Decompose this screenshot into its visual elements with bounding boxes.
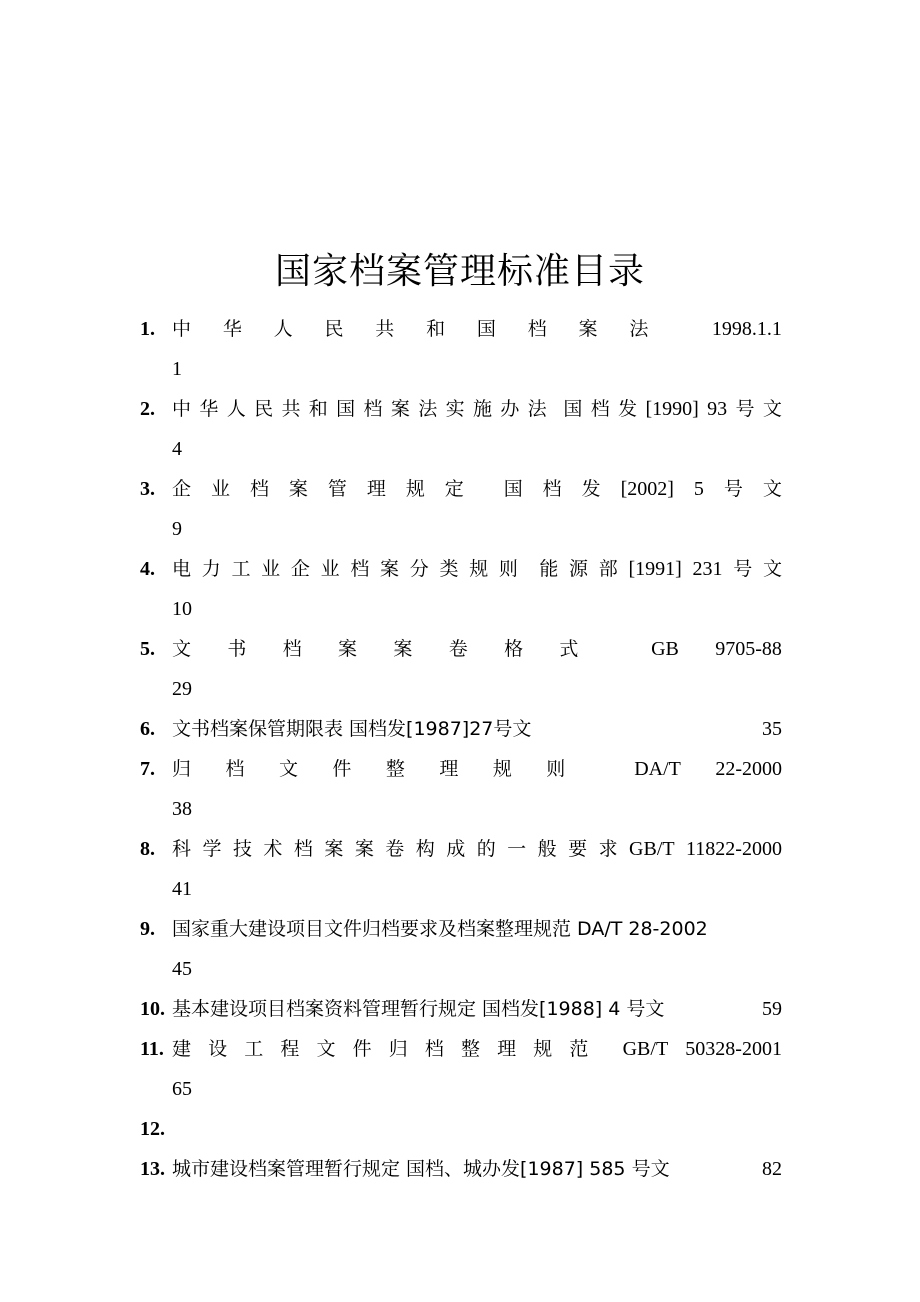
entry-token: 格 [504, 638, 524, 660]
entry-number: 11. [140, 1038, 164, 1060]
entry-token: 一 [507, 838, 527, 860]
entry-page-number: 65 [172, 1078, 192, 1100]
entry-page-number: 82 [762, 1158, 782, 1180]
entry-token: 号 [733, 558, 753, 580]
entry-token: 案 [393, 638, 413, 660]
entry-token: 企 [290, 558, 310, 580]
entry-token: 构 [415, 838, 435, 860]
entry-token: 华 [222, 318, 242, 340]
entry-text: 城市建设档案管理暂行规定 国档、城办发[1987] 585 号文 [172, 1158, 670, 1180]
toc-entry [140, 629, 782, 709]
entry-token: 国 [563, 398, 583, 420]
entry-token: 文 [762, 478, 782, 500]
entry-token: 和 [308, 398, 328, 420]
entry-token: 5 [693, 478, 704, 500]
toc-entry [140, 989, 782, 1029]
toc-entry [140, 709, 782, 749]
entry-token: 人 [226, 398, 246, 420]
entry-number: 6. [140, 718, 155, 740]
entry-number: 5. [140, 638, 155, 660]
entry-token: 文 [278, 758, 298, 780]
entry-page-number: 38 [172, 798, 192, 820]
entry-token: 要 [568, 838, 588, 860]
entry-token: 实 [445, 398, 465, 420]
entry-token: 规 [469, 558, 489, 580]
entry-text: 文书档案保管期限表 国档发[1987]27号文 [172, 718, 532, 740]
entry-token: 归 [388, 1038, 408, 1060]
entry-token: 93 [707, 398, 728, 420]
entry-token: 档 [363, 398, 383, 420]
entry-token: 档 [293, 838, 313, 860]
entry-token: [2002] [620, 478, 674, 500]
entry-token: DA/T [634, 758, 681, 780]
entry-token: 分 [409, 558, 429, 580]
entry-token: 业 [320, 558, 340, 580]
entry-token: 档 [249, 478, 269, 500]
toc-entry [140, 909, 782, 989]
entry-token: 工 [231, 558, 251, 580]
entry-token: 办 [500, 398, 520, 420]
entry-token: 案 [354, 838, 374, 860]
entry-number: 2. [140, 398, 155, 420]
entry-token: GB/T [629, 838, 675, 860]
entry-token: 文 [762, 558, 782, 580]
entry-token: 施 [472, 398, 492, 420]
entry-token: 件 [352, 1038, 372, 1060]
entry-page-number: 1 [172, 358, 182, 380]
toc-entry [140, 549, 782, 629]
toc-entry [140, 1149, 782, 1189]
entry-number: 3. [140, 478, 155, 500]
toc-entry [140, 749, 782, 829]
entry-token: 文 [316, 1038, 336, 1060]
entry-token: 定 [444, 478, 464, 500]
entry-token: 卷 [385, 838, 405, 860]
entry-number: 13. [140, 1158, 165, 1180]
entry-token: 9705-88 [715, 638, 782, 660]
entry-text [172, 389, 782, 429]
entry-text [172, 309, 782, 349]
entry-token: 程 [280, 1038, 300, 1060]
entry-text: 基本建设项目档案资料管理暂行规定 国档发[1988] 4 号文 [172, 998, 665, 1020]
entry-token: 范 [569, 1038, 589, 1060]
entry-token: 档 [527, 318, 547, 340]
entry-token: 法 [629, 318, 649, 340]
entry-token: 能 [539, 558, 559, 580]
entry-token: 规 [533, 1038, 553, 1060]
entry-number: 1. [140, 318, 155, 340]
toc-entry [140, 469, 782, 549]
entry-token: 案 [578, 318, 598, 340]
entry-page-number: 10 [172, 598, 192, 620]
entry-token: 法 [418, 398, 438, 420]
entry-token: 般 [537, 838, 557, 860]
toc-entry [140, 1109, 782, 1149]
entry-token: 文 [762, 398, 782, 420]
entry-token: 国 [476, 318, 496, 340]
toc-entry [140, 829, 782, 909]
entry-token: 中 [172, 398, 192, 420]
entry-token: 人 [273, 318, 293, 340]
entry-token: 建 [172, 1038, 192, 1060]
entry-page-number: 35 [762, 718, 782, 740]
entry-token: 业 [261, 558, 281, 580]
entry-token: GB/T [622, 1038, 669, 1060]
entry-token: 理 [497, 1038, 517, 1060]
entry-page-number: 29 [172, 678, 192, 700]
table-of-contents [140, 309, 782, 1189]
entry-text [172, 829, 782, 869]
entry-token: [1990] [645, 398, 699, 420]
entry-text [172, 629, 782, 669]
entry-token: 11822-2000 [686, 838, 782, 860]
entry-page-number: 45 [172, 958, 192, 980]
entry-token: 管 [327, 478, 347, 500]
entry-text [172, 1029, 782, 1069]
entry-text [172, 549, 782, 589]
entry-number: 12. [140, 1118, 165, 1140]
entry-number: 10. [140, 998, 165, 1020]
entry-number: 9. [140, 918, 155, 940]
entry-token: 部 [598, 558, 618, 580]
entry-token: GB [651, 638, 679, 660]
entry-token: 学 [202, 838, 222, 860]
entry-token: 力 [201, 558, 221, 580]
entry-token: 档 [542, 478, 562, 500]
entry-token: 的 [476, 838, 496, 860]
entry-page-number: 59 [762, 998, 782, 1020]
toc-entry [140, 389, 782, 469]
entry-token: 整 [461, 1038, 481, 1060]
toc-entry [140, 309, 782, 389]
entry-token: 国 [503, 478, 523, 500]
entry-token: 号 [735, 398, 755, 420]
entry-token: 22-2000 [715, 758, 782, 780]
entry-token: 卷 [448, 638, 468, 660]
entry-page-number: 4 [172, 438, 182, 460]
entry-token: 民 [324, 318, 344, 340]
entry-token: 法 [527, 398, 547, 420]
entry-token: 归 [172, 758, 192, 780]
entry-token: 规 [405, 478, 425, 500]
entry-token: 设 [208, 1038, 228, 1060]
entry-token: 档 [350, 558, 370, 580]
entry-token: 式 [559, 638, 579, 660]
entry-token: 求 [598, 838, 618, 860]
entry-token: 共 [375, 318, 395, 340]
entry-token: 案 [338, 638, 358, 660]
entry-token: 发 [581, 478, 601, 500]
document-title: 国家档案管理标准目录 [274, 251, 645, 292]
entry-number: 8. [140, 838, 155, 860]
entry-number: 7. [140, 758, 155, 780]
entry-token: 和 [426, 318, 446, 340]
entry-token: 类 [439, 558, 459, 580]
entry-token: 1998.1.1 [711, 318, 782, 340]
entry-token: 发 [618, 398, 638, 420]
entry-token: 整 [385, 758, 405, 780]
toc-entry [140, 1029, 782, 1109]
entry-token: 技 [232, 838, 252, 860]
entry-page-number: 9 [172, 518, 182, 540]
entry-token: 成 [446, 838, 466, 860]
entry-token: 工 [244, 1038, 264, 1060]
entry-token: 则 [498, 558, 518, 580]
entry-token: 源 [569, 558, 589, 580]
entry-token: 档 [225, 758, 245, 780]
entry-text [172, 749, 782, 789]
entry-token: 规 [492, 758, 512, 780]
entry-number: 4. [140, 558, 155, 580]
entry-token: 文 [172, 638, 192, 660]
entry-token: 档 [282, 638, 302, 660]
entry-token: 50328-2001 [685, 1038, 782, 1060]
entry-token: 企 [172, 478, 192, 500]
entry-token: 案 [288, 478, 308, 500]
entry-token: 书 [227, 638, 247, 660]
entry-token: 民 [254, 398, 274, 420]
entry-token: 电 [172, 558, 192, 580]
entry-token: 理 [366, 478, 386, 500]
entry-token: 件 [332, 758, 352, 780]
entry-token: 共 [281, 398, 301, 420]
entry-token: 档 [424, 1038, 444, 1060]
entry-token: 则 [546, 758, 566, 780]
entry-text [172, 469, 782, 509]
entry-token: 231 [692, 558, 723, 580]
entry-token: 业 [210, 478, 230, 500]
entry-token: 案 [380, 558, 400, 580]
entry-token: 中 [172, 318, 192, 340]
entry-token: 国 [336, 398, 356, 420]
entry-token: 号 [723, 478, 743, 500]
entry-token: 案 [324, 838, 344, 860]
entry-page-number: 41 [172, 878, 192, 900]
entry-token: [1991] [628, 558, 682, 580]
entry-token: 理 [439, 758, 459, 780]
entry-token: 科 [172, 838, 192, 860]
entry-token: 术 [263, 838, 283, 860]
entry-token: 档 [590, 398, 610, 420]
entry-token: 案 [390, 398, 410, 420]
entry-text: 国家重大建设项目文件归档要求及档案整理规范 DA/T 28-2002 [172, 918, 708, 940]
entry-token: 华 [199, 398, 219, 420]
